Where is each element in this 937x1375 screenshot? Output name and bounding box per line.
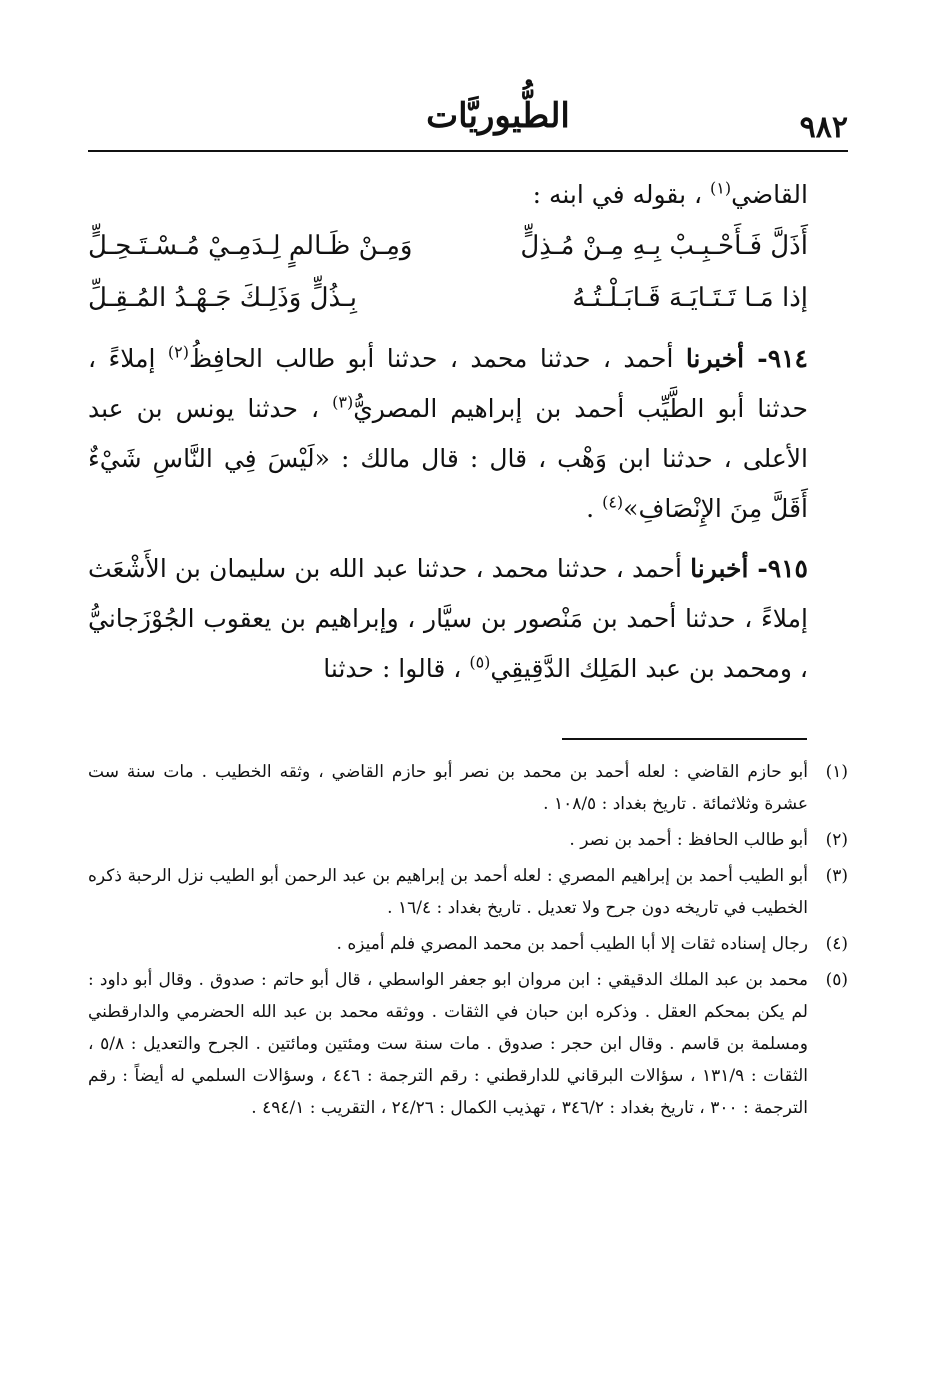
- page-header: [88, 92, 848, 150]
- footnote: [88, 756, 848, 820]
- verse-2-first-hemistich: إذا مَـا تَـتَـايَـهَ قَـابَـلْـتُـهُ: [572, 283, 808, 313]
- verse-line-1: [88, 220, 808, 272]
- hadith-dash: -: [744, 344, 768, 373]
- header-rule: [88, 150, 848, 152]
- hadith-text: .: [586, 494, 603, 523]
- page-number: ٩٨٢: [799, 110, 848, 145]
- hadith-text: أحمد ، حدثنا محمد ، حدثنا أبو طالب الحافِظُ: [189, 344, 686, 373]
- hadith-text: ، قالوا : حدثنا: [323, 654, 470, 683]
- hadith-dash: -: [748, 554, 768, 583]
- hadith-915: [88, 544, 808, 694]
- intro-before: القاضي: [731, 180, 808, 209]
- hadith-text: أحمد ، حدثنا محمد ، حدثنا عبد الله بن سليمان بن الأَشْعَث إملاءً ، حدثنا أحمد بن مَنْصور بن سيَّار ، وإبراهيم بن يعقوب الجُوْزَجانيُّ ، ومحمد بن عبد المَلِك الدَّقِيقِي: [88, 554, 808, 683]
- verse-line-2: [88, 272, 808, 324]
- footnote-text: أبو الطيب أحمد بن إبراهيم المصري : لعله أحمد بن إبراهيم بن عبد الرحمن أبو الطيب نزل الرحبة ذكره الخطيب في تاريخه دون جرح ولا تعديل . تاريخ بغداد : ١٦/٤ .: [88, 866, 808, 918]
- akhbarana-word: أخبرنا: [690, 554, 749, 583]
- intro-line: [88, 170, 808, 220]
- footnote-text: أبو طالب الحافظ : أحمد بن نصر .: [569, 830, 808, 850]
- footnote-text: رجال إسناده ثقات إلا أبا الطيب أحمد بن محمد المصري فلم أميزه .: [336, 934, 808, 954]
- hadith-text: ، حدثنا يونس بن عبد الأعلى ، حدثنا ابن وَهْب ، قال : قال مالك : «لَيْسَ فِي النَّاسِ شَيْءٌ أَقَلَّ مِنَ الإِنْصَافِ»: [88, 394, 808, 523]
- footnote-rule: [562, 738, 807, 740]
- footnote-ref-2: (٢): [167, 342, 189, 362]
- hadith-number: ٩١٥: [767, 554, 808, 583]
- footnote-number: (١): [825, 762, 848, 782]
- footnote-ref-4: (٤): [602, 492, 624, 512]
- akhbarana-word: أخبرنا: [685, 344, 745, 373]
- footnotes: [88, 756, 848, 1128]
- hadith-text: إملاءً ، حدثنا أبو الطَّيِّب أحمد بن إبراهيم المصريُّ: [88, 344, 808, 423]
- book-title: الطُّيوريَّات: [426, 96, 570, 136]
- verse-1-second-hemistich: وَمِـنْ ظَـالمٍ لِـدَمِـيْ مُـسْـتَـحِـلٍّ: [88, 231, 413, 261]
- footnote-number: (٥): [825, 970, 848, 990]
- verse-2-second-hemistich: بِـذُلٍّ وَذَلِـكَ جَـهْـدُ المُـقِـلِّ: [88, 283, 357, 313]
- footnote-ref-1: (١): [710, 178, 732, 198]
- verse-1-first-hemistich: أَذَلَّ فَـأَحْـبِـبْ بِـهِ مِـنْ مُـذِلٍّ: [520, 231, 808, 261]
- hadith-914: [88, 334, 808, 534]
- footnote-number: (٤): [825, 934, 848, 954]
- footnote-number: (٣): [825, 866, 848, 886]
- footnote: [88, 860, 848, 924]
- footnote-text: محمد بن عبد الملك الدقيقي : ابن مروان ابو جعفر الواسطي ، قال أبو حاتم : صدوق . وقال أبو داود : لم يكن بمحكم العقل . وذكره ابن حبان في الثقات . ووثقه محمد بن عبد الله الحضرمي والدارقطني ومسلمة بن قاسم . وقال ابن حجر : صدوق . مات سنة ست ومئتين ومائتين . الجرح والتعديل : ٥/٨ ، الثقات : ١٣١/٩ ، سؤالات البرقاني للدارقطني : رقم الترجمة : ٤٤٦ ، وسؤالات السلمي له أيضاً : رقم الترجمة : ٣٠٠ ، تاريخ بغداد : ٣٤٦/٢ ، تهذيب الكمال : ٢٤/٢٦ ، التقريب : ٤٩٤/١ .: [88, 970, 808, 1118]
- main-text: [88, 170, 808, 694]
- footnote: [88, 928, 848, 960]
- footnote-text: أبو حازم القاضي : لعله أحمد بن محمد بن نصر أبو حازم القاضي ، وثقه الخطيب . مات سنة ست عشرة وثلاثمائة . تاريخ بغداد : ١٠٨/٥ .: [88, 762, 808, 814]
- footnote: [88, 824, 848, 856]
- intro-after: ، بقوله في ابنه :: [532, 180, 710, 209]
- hadith-number: ٩١٤: [767, 344, 808, 373]
- footnote-ref-5: (٥): [469, 652, 491, 672]
- footnote-number: (٢): [825, 830, 848, 850]
- footnote-ref-3: (٣): [332, 392, 354, 412]
- footnote: [88, 964, 848, 1124]
